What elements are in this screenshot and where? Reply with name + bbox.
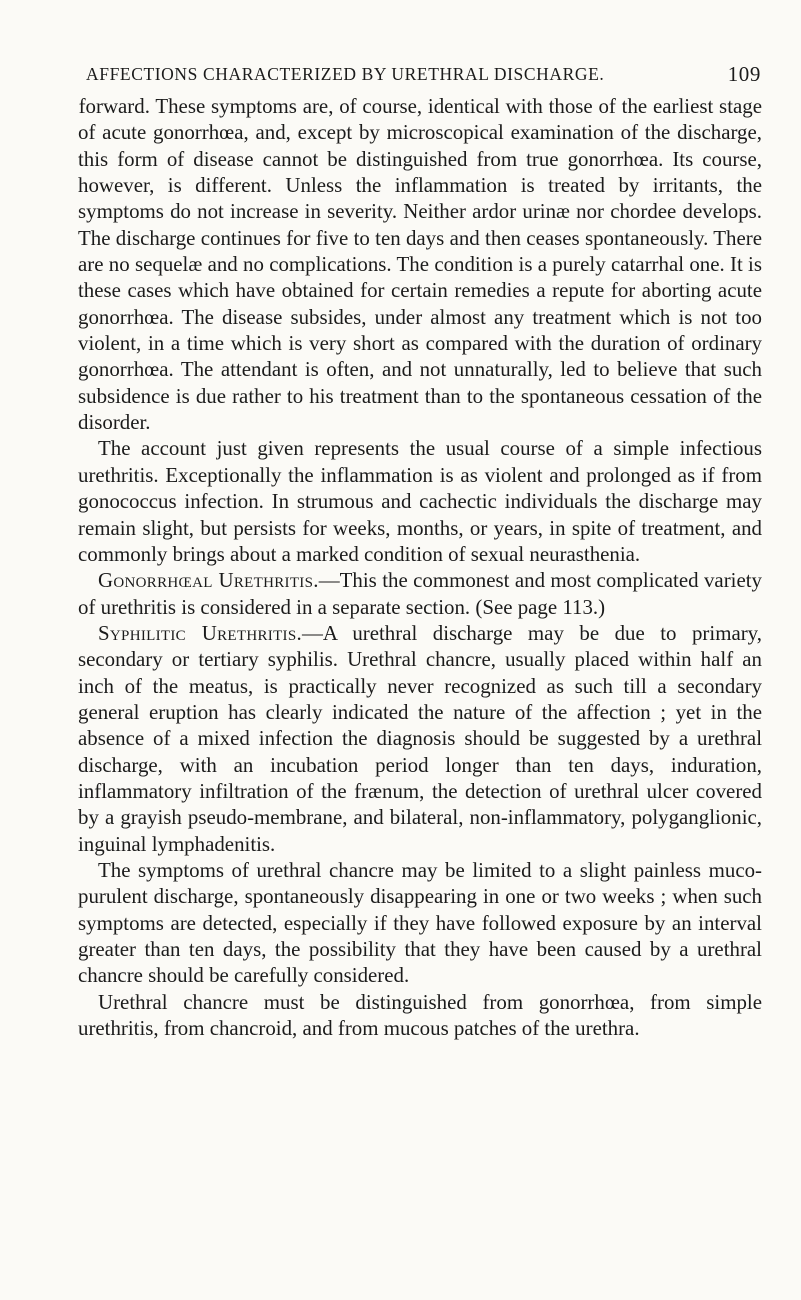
paragraph-simple-urethritis-course <box>78 435 762 567</box>
paragraph-text: —A urethral discharge may be due to primary, secondary or tertiary syphilis. Urethral chancre, usually placed within half an inch of the meatus, is practically never recognized as such till a secondary general eruption has clearly indicated the nature of the affection ; yet in the absence of a mixed infection the diagnosis should be suggested by a urethral discharge, with an incubation period longer than ten days, induration, inflammatory infiltration of the frænum, the detection of urethral ulcer covered by a grayish pseudo-membrane, and bilateral, non-inflammatory, polyganglionic, inguinal lymphadenitis. <box>78 620 762 856</box>
paragraph-text: Urethral chancre must be distinguished from gonorrhœa, from simple urethritis, from chancroid, and from mucous patches of the urethra. <box>78 989 762 1041</box>
paragraph-syphilitic-urethritis <box>78 620 762 857</box>
section-heading: Gonorrhœal Urethritis. <box>98 568 319 593</box>
paragraph-chancre-differential <box>78 989 762 1042</box>
page-number: 109 <box>727 62 761 86</box>
paragraph-gonorrhoeal-urethritis <box>78 567 762 620</box>
section-heading: Syphilitic Urethritis. <box>98 620 303 645</box>
paragraph-continued <box>78 93 762 435</box>
running-title: AFFECTIONS CHARACTERIZED BY URETHRAL DISCHARGE. <box>86 64 605 84</box>
body-text <box>78 93 762 1041</box>
paragraph-chancre-symptoms <box>78 857 762 989</box>
paragraph-text: —This the commonest and most complicated variety of urethritis is considered in a separate section. (See page 113.) <box>78 568 762 619</box>
paragraph-text: forward. These symptoms are, of course, identical with those of the earliest stage of acute gonorrhœa, and, except by microscopical examination of the discharge, this form of disease cannot be distinguished from true gonorrhœa. Its course, however, is different. Unless the inflammation is treated by irritants, the symptoms do not increase in severity. Neither ardor urinæ nor chordee develops. The discharge continues for five to ten days and then ceases spontaneously. There are no sequelæ and no complications. The condition is a purely catarrhal one. It is these cases which have obtained for certain remedies a repute for aborting acute gonorrhœa. The disease subsides, under almost any treatment which is not too violent, in a time which is very short as compared with the duration of ordinary gonorrhœa. The attendant is often, and not unnaturally, led to believe that such subsidence is due rather to his treatment than to the spontaneous cessation of the disorder. <box>78 94 762 435</box>
paragraph-text: The account just given represents the usual course of a simple infectious urethritis. Exceptionally the inflammation is as violent and prolonged as if from gonococcus infection. In strumous and cachectic individuals the discharge may remain slight, but persists for weeks, months, or years, in spite of treatment, and commonly brings about a marked condition of sexual neurasthenia. <box>78 436 762 566</box>
paragraph-text: The symptoms of urethral chancre may be limited to a slight painless muco-purulent discharge, spontaneously disappearing in one or two weeks ; when such symptoms are detected, especially if they have followed exposure by an interval greater than ten days, the possibility that they have been caused by a urethral chancre should be carefully considered. <box>78 857 762 988</box>
